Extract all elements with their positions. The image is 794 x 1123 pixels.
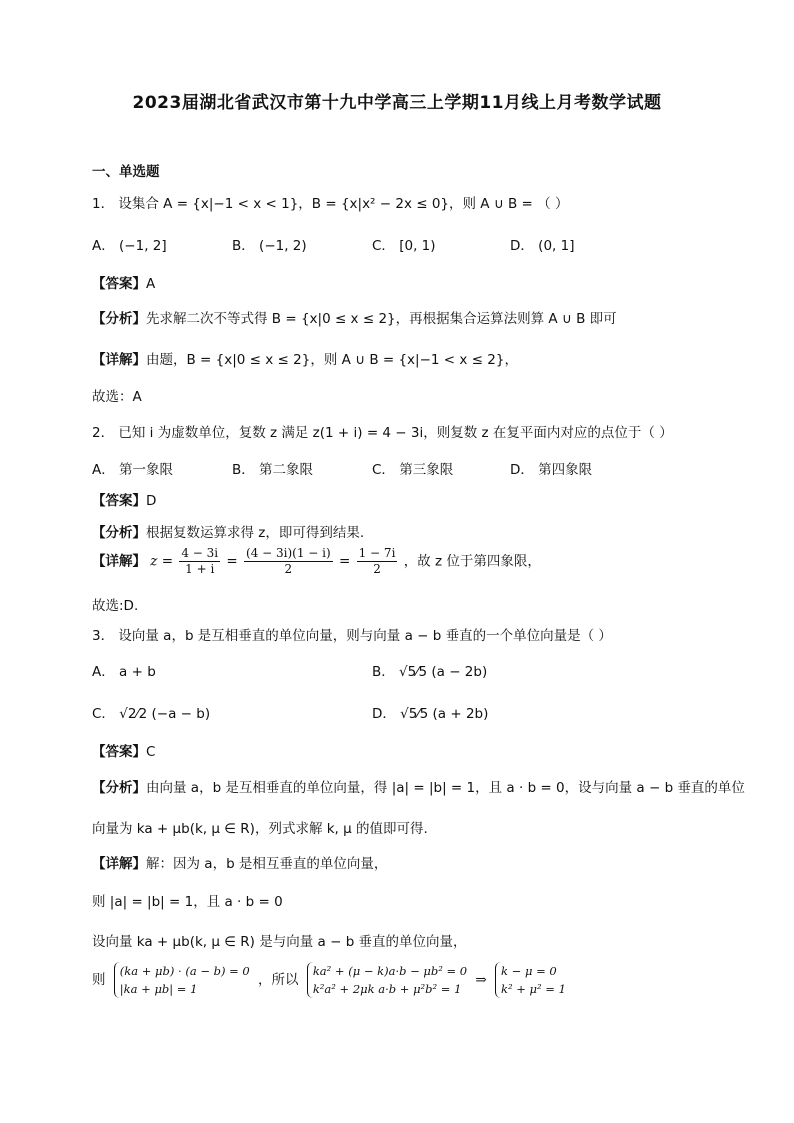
section-heading: 一、单选题 — [92, 164, 160, 180]
so-word: ，所以 — [258, 972, 299, 988]
analysis-text: 根据复数运算求得 z，即可得到结果. — [146, 525, 365, 541]
equation-system-3: k − μ = 0 k² + μ² = 1 — [495, 962, 566, 998]
analysis-tag: 【分析】 — [92, 311, 146, 327]
q3-option-a: A． a + b — [92, 664, 156, 680]
detail-conclusion: ，故 z 位于第四象限， — [403, 553, 541, 570]
q1-option-a: A． (−1, 2] — [92, 238, 167, 254]
then-word: 则 — [92, 972, 106, 988]
q2-detail: 【详解】 z = $\frac{4 - 3i}{1 + i}$ = $\frac{(4 - 3i)(1 - i)}{2}$ = $\frac{1 - 7i}{2}$ ，故 z 位于第四象限， — [92, 546, 541, 576]
q3-detail-systems — [92, 962, 570, 998]
answer-value: D — [146, 493, 157, 509]
q2-option-a: A． 第一象限 — [92, 462, 174, 478]
q3-detail-2: 则 |a| = |b| = 1，且 a · b = 0 — [92, 894, 283, 910]
q2-option-c: C． 第三象限 — [372, 462, 454, 478]
detail-text: 由题，B = {x|0 ≤ x ≤ 2}，则 A ∪ B = {x|−1 < x ≤ 2}， — [146, 352, 518, 368]
q2-answer — [92, 489, 156, 509]
q3-option-d: D． √5⁄5 (a + 2b) — [372, 706, 489, 722]
q2-option-d: D． 第四象限 — [510, 462, 593, 478]
detail-lhs: z = — [150, 553, 174, 570]
analysis-text: 由向量 a，b 是互相垂直的单位向量，得 |a| = |b| = 1，且 a · b = 0，设与向量 a − b 垂直的单位 — [146, 780, 745, 796]
q3-analysis-cont: 向量为 ka + μb(k, μ ∈ R)，列式求解 k, μ 的值即可得. — [92, 821, 428, 837]
q1-analysis — [92, 307, 617, 327]
answer-value: A — [146, 276, 156, 292]
q2-option-b: B． 第二象限 — [232, 462, 314, 478]
q1-option-c: C． [0, 1) — [372, 238, 436, 254]
detail-tag: 【详解】 — [92, 856, 146, 872]
fraction-1: $\frac{4 - 3i}{1 + i}$ — [181, 546, 219, 576]
fraction-2: $\frac{(4 - 3i)(1 - i)}{2}$ — [246, 546, 331, 576]
fraction-3: $\frac{1 - 7i}{2}$ — [358, 546, 396, 576]
equation-system-1: (ka + μb) · (a − b) = 0 |ka + μb| = 1 — [114, 962, 250, 998]
q1-answer — [92, 272, 155, 292]
implies-arrow: ⇒ — [475, 972, 487, 988]
analysis-tag: 【分析】 — [92, 780, 146, 796]
q3-detail — [92, 852, 387, 872]
q1-detail — [92, 348, 518, 368]
page-title: 2023届湖北省武汉市第十九中学高三上学期11月线上月考数学试题 — [132, 93, 662, 113]
q1-option-b: B． (−1, 2) — [232, 238, 307, 254]
q2-analysis — [92, 521, 364, 541]
q2-stem: 2． 已知 i 为虚数单位，复数 z 满足 z(1 + i) = 4 − 3i，则复数 z 在复平面内对应的点位于（ ） — [92, 425, 673, 441]
q1-choose: 故选：A — [92, 389, 142, 405]
detail-text: 解：因为 a，b 是相互垂直的单位向量， — [146, 856, 388, 872]
q3-stem: 3． 设向量 a，b 是互相垂直的单位向量，则与向量 a − b 垂直的一个单位向量是（ ） — [92, 628, 612, 644]
detail-tag: 【详解】 — [92, 553, 146, 570]
q2-choose: 故选:D. — [92, 598, 139, 614]
answer-tag: 【答案】 — [92, 744, 146, 760]
equation-system-2: ka² + (μ − k)a·b − μb² = 0 k²a² + 2μk a·b + μ²b² = 1 — [307, 962, 467, 998]
q3-option-c: C． √2⁄2 (−a − b) — [92, 706, 211, 722]
analysis-text: 先求解二次不等式得 B = {x|0 ≤ x ≤ 2}，再根据集合运算法则算 A ∪ B 即可 — [146, 311, 617, 327]
q3-analysis — [92, 776, 745, 796]
detail-tag: 【详解】 — [92, 352, 146, 368]
q1-stem: 1． 设集合 A = {x|−1 < x < 1}，B = {x|x² − 2x ≤ 0}，则 A ∪ B = （ ） — [92, 196, 569, 212]
answer-tag: 【答案】 — [92, 276, 146, 292]
analysis-tag: 【分析】 — [92, 525, 146, 541]
q3-detail-3: 设向量 ka + μb(k, μ ∈ R) 是与向量 a − b 垂直的单位向量， — [92, 934, 467, 950]
q1-option-d: D． (0, 1] — [510, 238, 575, 254]
q3-option-b: B． √5⁄5 (a − 2b) — [372, 664, 488, 680]
answer-tag: 【答案】 — [92, 493, 146, 509]
q3-answer — [92, 740, 155, 760]
answer-value: C — [146, 744, 156, 760]
